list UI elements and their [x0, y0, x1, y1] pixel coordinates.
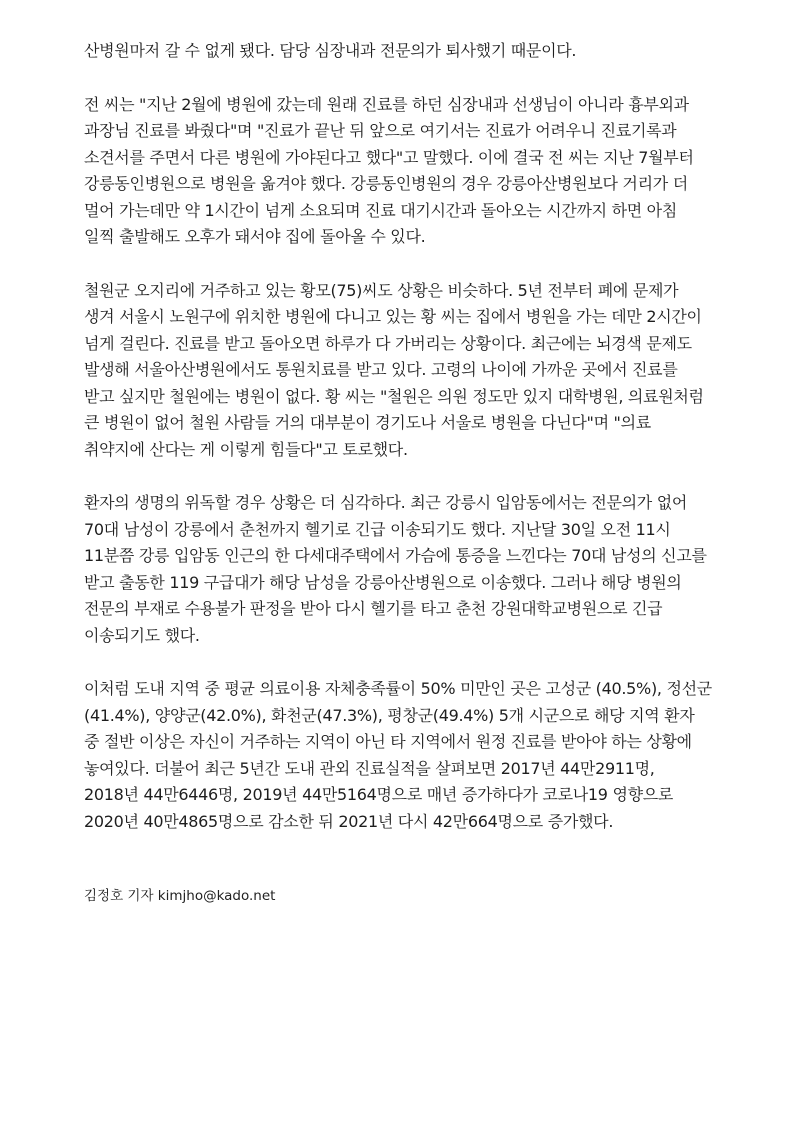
article-paragraph: 환자의 생명의 위독할 경우 상황은 더 심각하다. 최근 강릉시 입암동에서는 전문의가 없어 70대 남성이 강릉에서 춘천까지 헬기로 긴급 이송되기도 했다. 지난달 30일 오전 11시 11분쯤 강릉 입암동 인근의 한 다세대주택에서 가슴에 통증을 느낀다는 70대 남성의 신고를 받고 출동한 119 구급대가 해당 남성을 강릉아산병원으로 이송했다. 그러나 해당 병원의 전문의 부재로 수용불가 판정을 받아 다시 헬기를 타고 춘천 강원대학교병원으로 긴급 이송되기도 했다. [84, 493, 707, 645]
article-paragraph: 이처럼 도내 지역 중 평균 의료이용 자체충족률이 50% 미만인 곳은 고성군 (40.5%), 정선군(41.4%), 양양군(42.0%), 화천군(47.3%), 평창군(49.4%) 5개 시군으로 해당 지역 환자 중 절반 이상은 자신이 거주하는 지역이 아닌 타 지역에서 원정 진료를 받아야 하는 상황에 놓여있다. 더불어 최근 5년간 도내 관외 진료실적을 살펴보면 2017년 44만2911명, 2018년 44만6446명, 2019년 44만5164명으로 매년 증가하다가 코로나19 영향으로 2020년 40만4865명으로 감소한 뒤 2021년 다시 42만664명으로 증가했다. [84, 679, 712, 831]
article-body [84, 38, 712, 907]
article-paragraph: 전 씨는 "지난 2월에 병원에 갔는데 원래 진료를 하던 심장내과 선생님이 아니라 흉부외과 과장님 진료를 봐줬다"며 "진료가 끝난 뒤 앞으로 여기서는 진료가 어려우니 진료기록과 소견서를 주면서 다른 병원에 가야된다고 했다"고 말했다. 이에 결국 전 씨는 지난 7월부터 강릉동인병원으로 병원을 옮겨야 했다. 강릉동인병원의 경우 강릉아산병원보다 거리가 더 멀어 가는데만 약 1시간이 넘게 소요되며 진료 대기시간과 돌아오는 시간까지 하면 아침 일찍 출발해도 오후가 돼서야 집에 돌아올 수 있다. [84, 94, 694, 246]
article-paragraph: 철원군 오지리에 거주하고 있는 황모(75)씨도 상황은 비슷하다. 5년 전부터 폐에 문제가 생겨 서울시 노원구에 위치한 병원에 다니고 있는 황 씨는 집에서 병원을 가는 데만 2시간이 넘게 걸린다. 진료를 받고 돌아오면 하루가 다 가버리는 상황이다. 최근에는 뇌경색 문제도 발생해 서울아산병원에서도 통원치료를 받고 있다. 고령의 나이에 가까운 곳에서 진료를 받고 싶지만 철원에는 병원이 없다. 황 씨는 "철원은 의원 정도만 있지 대학병원, 의료원처럼 큰 병원이 없어 철원 사람들 거의 대부분이 경기도나 서울로 병원을 다닌다"며 "의료 취약지에 산다는 게 이렇게 힘들다"고 토로했다. [84, 280, 704, 459]
article-paragraph: 산병원마저 갈 수 없게 됐다. 담당 심장내과 전문의가 퇴사했기 때문이다. [84, 41, 577, 60]
author-byline: 김정호 기자 kimjho@kado.net [84, 888, 276, 904]
